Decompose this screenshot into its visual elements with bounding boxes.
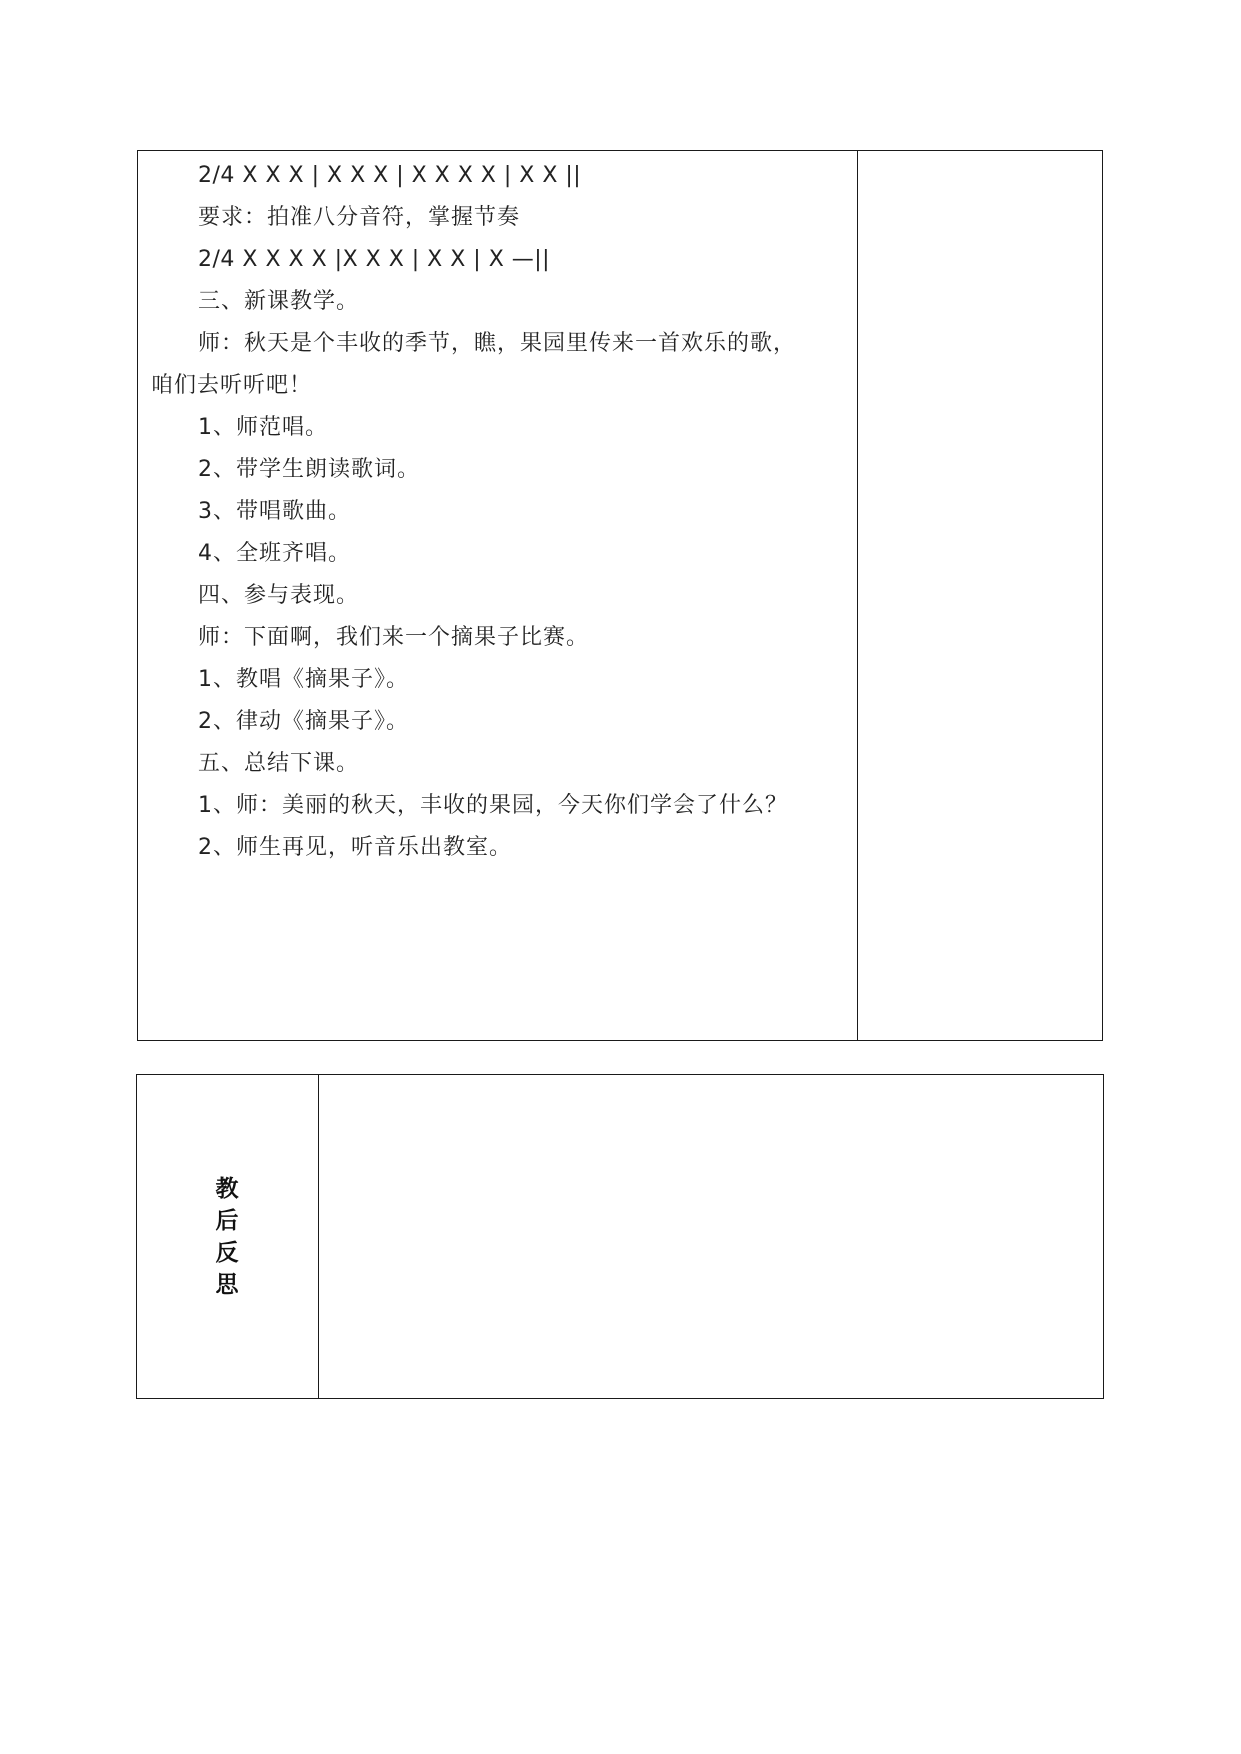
reflection-label-char: 反: [215, 1240, 239, 1266]
reflection-label-char: 后: [215, 1208, 239, 1234]
step-item: 2、律动《摘果子》。: [198, 709, 409, 734]
step-item: 1、教唱《摘果子》。: [198, 667, 409, 692]
reflection-table: [136, 1074, 1104, 1399]
rhythm-line-2: 2/4 X X X X |X X X | X X | X —||: [198, 247, 551, 272]
section-heading-4: 四、参与表现。: [198, 583, 360, 608]
teacher-line-2: 师：下面啊，我们来一个摘果子比赛。: [198, 625, 590, 650]
step-item: 3、带唱歌曲。: [198, 499, 351, 524]
reflection-label-char: 教: [215, 1176, 239, 1202]
teacher-line-1-cont: 咱们去听听吧！: [151, 373, 313, 398]
step-item: 4、全班齐唱。: [198, 541, 351, 566]
table-column-divider: [857, 150, 858, 1041]
table-column-divider: [318, 1074, 319, 1399]
section-heading-5: 五、总结下课。: [198, 751, 360, 776]
step-item: 1、师：美丽的秋天，丰收的果园，今天你们学会了什么？: [198, 793, 788, 818]
requirement-line: 要求：拍准八分音符，掌握节奏: [198, 205, 521, 230]
step-item: 2、带学生朗读歌词。: [198, 457, 420, 482]
reflection-label-char: 思: [215, 1272, 239, 1298]
step-item: 2、师生再见，听音乐出教室。: [198, 835, 512, 860]
section-heading-3: 三、新课教学。: [198, 289, 360, 314]
step-item: 1、师范唱。: [198, 415, 328, 440]
rhythm-line-1: 2/4 X X X | X X X | X X X X | X X ||: [198, 163, 582, 188]
teacher-line-1: 师：秋天是个丰收的季节，瞧，果园里传来一首欢乐的歌，: [198, 331, 797, 356]
